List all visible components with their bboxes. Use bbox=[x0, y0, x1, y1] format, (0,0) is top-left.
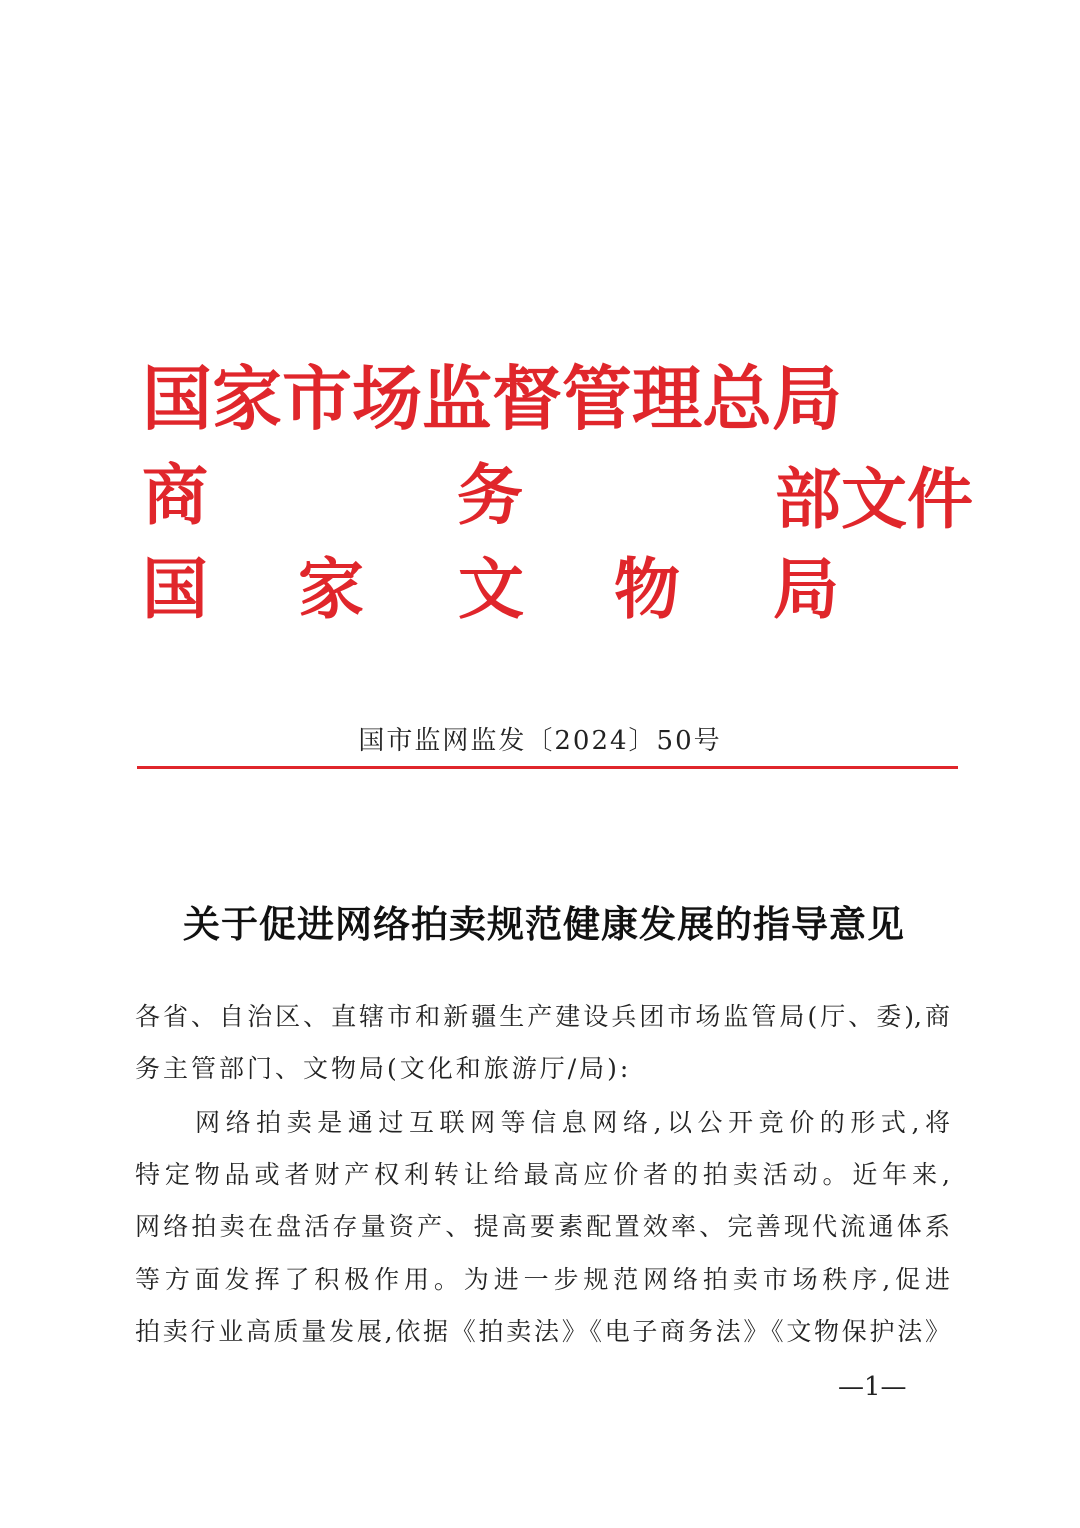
issuer-header-line3-char2: 家 bbox=[298, 550, 364, 628]
issuer-header-line3-char4: 物 bbox=[614, 550, 680, 628]
page-number: —1— bbox=[838, 1372, 907, 1402]
paragraph-line-1: 网络拍卖是通过互联网等信息网络,以公开竞价的形式,将 bbox=[195, 1108, 950, 1137]
document-number: 国市监网监发〔2024〕50号 bbox=[358, 726, 722, 756]
paragraph-line-3: 网络拍卖在盘活存量资产、提高要素配置效率、完善现代流通体系 bbox=[135, 1212, 950, 1241]
issuer-header-line2-suffix: 部文件 bbox=[775, 460, 973, 538]
issuer-header-line3-char5: 局 bbox=[773, 550, 839, 628]
issuer-header-line2-char2: 务 bbox=[457, 456, 523, 534]
paragraph-line-5: 拍卖行业高质量发展,依据《拍卖法》《电子商务法》《文物保护法》 bbox=[135, 1317, 950, 1346]
document-title: 关于促进网络拍卖规范健康发展的指导意见 bbox=[183, 902, 905, 946]
paragraph-line-2: 特定物品或者财产权利转让给最高应价者的拍卖活动。近年来, bbox=[135, 1160, 950, 1189]
issuer-header-line1: 国家市场监督管理总局 bbox=[142, 357, 842, 440]
addressee-line-1: 各省、自治区、直辖市和新疆生产建设兵团市场监管局(厅、委),商 bbox=[135, 1002, 950, 1031]
addressee-line-2: 务主管部门、文物局(文化和旅游厅/局): bbox=[135, 1054, 632, 1083]
issuer-header-line2-char1: 商 bbox=[142, 456, 208, 534]
red-separator-rule bbox=[137, 766, 958, 769]
paragraph-line-4: 等方面发挥了积极作用。为进一步规范网络拍卖市场秩序,促进 bbox=[135, 1265, 950, 1294]
issuer-header-line3-char1: 国 bbox=[142, 550, 208, 628]
issuer-header-line3-char3: 文 bbox=[458, 550, 524, 628]
